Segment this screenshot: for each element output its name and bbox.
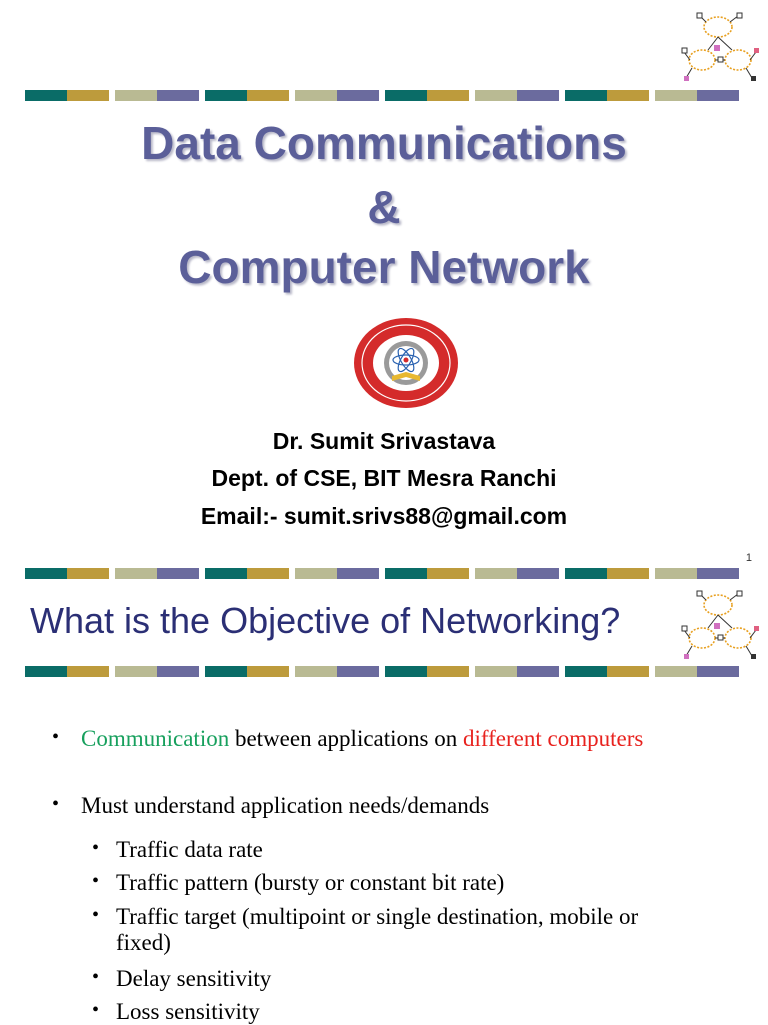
slide-title-ampersand: & — [367, 181, 401, 233]
slide-2-title: What is the Objective of Networking? — [30, 600, 621, 641]
bullet-1 — [81, 726, 643, 752]
decorative-stripe-top — [25, 90, 739, 101]
bullet-2: Must understand application needs/demands — [81, 793, 490, 818]
sub-bullet-3: Traffic target (multipoint or single destination, mobile or — [116, 904, 639, 929]
slide-title-line-1: Data Communications — [141, 117, 627, 169]
sub-bullet-4: Delay sensitivity — [116, 966, 272, 991]
slide-title-line-2: Computer Network — [178, 241, 590, 293]
sub-bullet-3-continued: fixed) — [116, 930, 171, 955]
author-email: Email:- sumit.srivs88@gmail.com — [200, 503, 568, 529]
sub-bullet-dot: • — [92, 999, 100, 1021]
sub-bullet-1: Traffic data rate — [116, 837, 263, 862]
decorative-stripe-slide-2 — [25, 666, 739, 677]
bullet-1-middle: between applications on — [229, 726, 463, 751]
sub-bullet-dot: • — [92, 966, 100, 988]
page-number: 1 — [745, 552, 752, 564]
sub-bullet-2: Traffic pattern (bursty or constant bit rate) — [116, 870, 505, 895]
author-name: Dr. Sumit Srivastava — [272, 428, 496, 454]
network-diagram-icon — [680, 10, 760, 85]
decorative-stripe-bottom — [25, 568, 739, 579]
bullet-dot: • — [52, 726, 60, 748]
sub-bullet-dot: • — [92, 904, 100, 926]
sub-bullet-dot: • — [92, 870, 100, 892]
bullet-1-highlight-green: Communication — [81, 726, 230, 751]
network-diagram-icon — [680, 588, 760, 663]
bit-mesra-logo — [352, 316, 460, 410]
sub-bullet-dot: • — [92, 837, 100, 859]
bullet-1-highlight-red: different computers — [462, 726, 644, 751]
sub-bullet-5: Loss sensitivity — [116, 999, 260, 1024]
author-department: Dept. of CSE, BIT Mesra Ranchi — [211, 465, 557, 491]
bullet-dot: • — [52, 793, 60, 815]
